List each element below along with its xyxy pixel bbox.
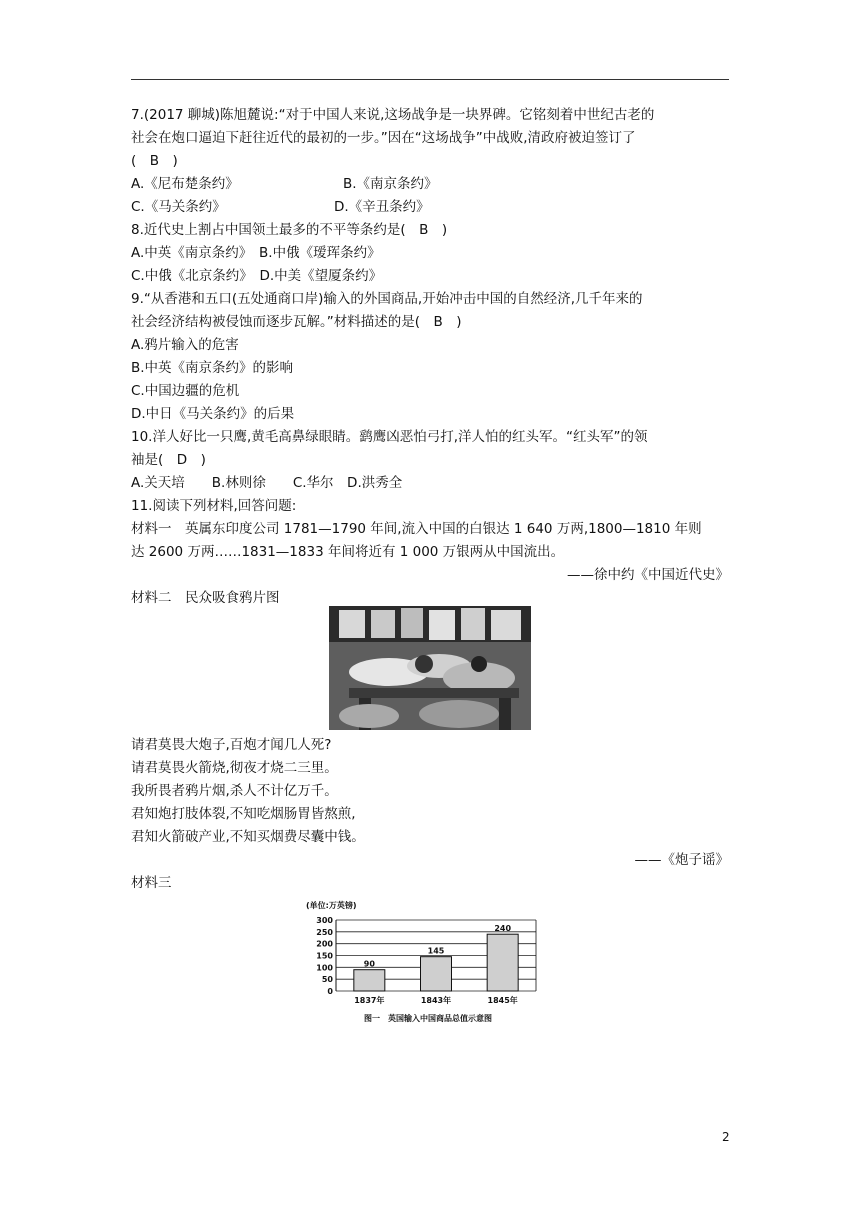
material1-line1: 材料一 英属东印度公司 1781—1790 年间,流入中国的白银达 1 640 万两,1800—1810 年则: [131, 521, 702, 537]
q7-option-b: B.《南京条约》: [343, 176, 438, 192]
chart-bar: [421, 957, 452, 991]
q9-option-d: D.中日《马关条约》的后果: [131, 406, 295, 422]
chart-bar: [487, 934, 518, 991]
poem-line-4: 君知炮打肢体裂,不知吃烟肠胃皆熬煎,: [131, 806, 356, 822]
q10-stem-line1: 10.洋人好比一只鹰,黄毛高鼻绿眼睛。鹞鹰凶恶怕弓打,洋人怕的红头军。“红头军”的领: [131, 429, 648, 445]
q8-options-ab: A.中英《南京条约》 B.中俄《瑷珲条约》: [131, 245, 381, 261]
q11-stem: 11.阅读下列材料,回答问题:: [131, 498, 297, 514]
material3-title: 材料三: [131, 875, 172, 891]
q9-option-c: C.中国边疆的危机: [131, 383, 240, 399]
chart-xtick-label: 1845年: [487, 996, 518, 1005]
chart-data-label: 90: [363, 959, 375, 969]
poem-line-2: 请君莫畏火箭烧,彻夜才烧二三里。: [131, 760, 338, 776]
poem-line-5: 君知火箭破产业,不知买烟费尽囊中钱。: [131, 829, 365, 845]
chart-bar: [354, 970, 385, 991]
chart-ytick-label: 0: [327, 987, 333, 996]
opium-smoking-photo: [329, 606, 531, 730]
import-value-chart: [300, 898, 540, 1028]
q9-stem-line1: 9.“从香港和五口(五处通商口岸)输入的外国商品,开始冲击中国的自然经济,几千年来的: [131, 291, 643, 307]
chart-unit-label: (单位:万英镑): [306, 901, 357, 910]
poem-line-1: 请君莫畏大炮子,百炮才闻几人死?: [131, 737, 332, 753]
q7-stem-line2: 社会在炮口逼迫下赶往近代的最初的一步。”因在“这场战争”中战败,清政府被迫签订了: [131, 130, 636, 146]
chart-xtick-label: 1843年: [420, 996, 452, 1005]
chart-ytick-label: 200: [316, 939, 333, 949]
page-number: 2: [722, 1130, 730, 1144]
q7-option-d: D.《辛丑条约》: [334, 199, 430, 215]
poem-line-3: 我所畏者鸦片烟,杀人不计亿万千。: [131, 783, 338, 799]
chart-ytick-label: 250: [316, 927, 333, 937]
chart-data-label: 240: [494, 924, 512, 934]
material1-source: ——徐中约《中国近代史》: [567, 567, 729, 583]
poem-source: ——《炮子谣》: [634, 852, 729, 868]
q7-stem-line1: 7.(2017 聊城)陈旭麓说:“对于中国人来说,这场战争是一块界碑。它铭刻着中世纪古老的: [131, 107, 655, 123]
q9-option-b: B.中英《南京条约》的影响: [131, 360, 294, 376]
chart-data-label: 145: [427, 946, 445, 956]
material1-line2: 达 2600 万两……1831—1833 年间将近有 1 000 万银两从中国流出。: [131, 544, 565, 560]
q10-stem-line2: 袖是( D ): [131, 452, 206, 468]
q7-option-a: A.《尼布楚条约》: [131, 176, 239, 192]
chart-caption: 图一 英国输入中国商品总值示意图: [364, 1014, 492, 1023]
q10-options: A.关天培 B.林则徐 C.华尔 D.洪秀全: [131, 475, 403, 491]
q7-answer: ( B ): [131, 153, 178, 169]
chart-ytick-label: 300: [316, 916, 333, 925]
chart-xtick-label: 1837年: [354, 996, 385, 1005]
header-rule: [131, 79, 729, 80]
q9-stem-line2: 社会经济结构被侵蚀而逐步瓦解。”材料描述的是( B ): [131, 314, 462, 330]
q7-option-c: C.《马关条约》: [131, 199, 226, 215]
material2-title: 材料二 民众吸食鸦片图: [131, 590, 280, 606]
chart-ytick-label: 100: [316, 963, 333, 973]
bar-chart: [300, 898, 540, 1028]
chart-ytick-label: 150: [316, 951, 333, 961]
q8-stem: 8.近代史上割占中国领土最多的不平等条约是( B ): [131, 222, 448, 238]
q8-options-cd: C.中俄《北京条约》 D.中美《望厦条约》: [131, 268, 383, 284]
q9-option-a: A.鸦片输入的危害: [131, 337, 239, 353]
chart-ytick-label: 50: [321, 975, 333, 985]
